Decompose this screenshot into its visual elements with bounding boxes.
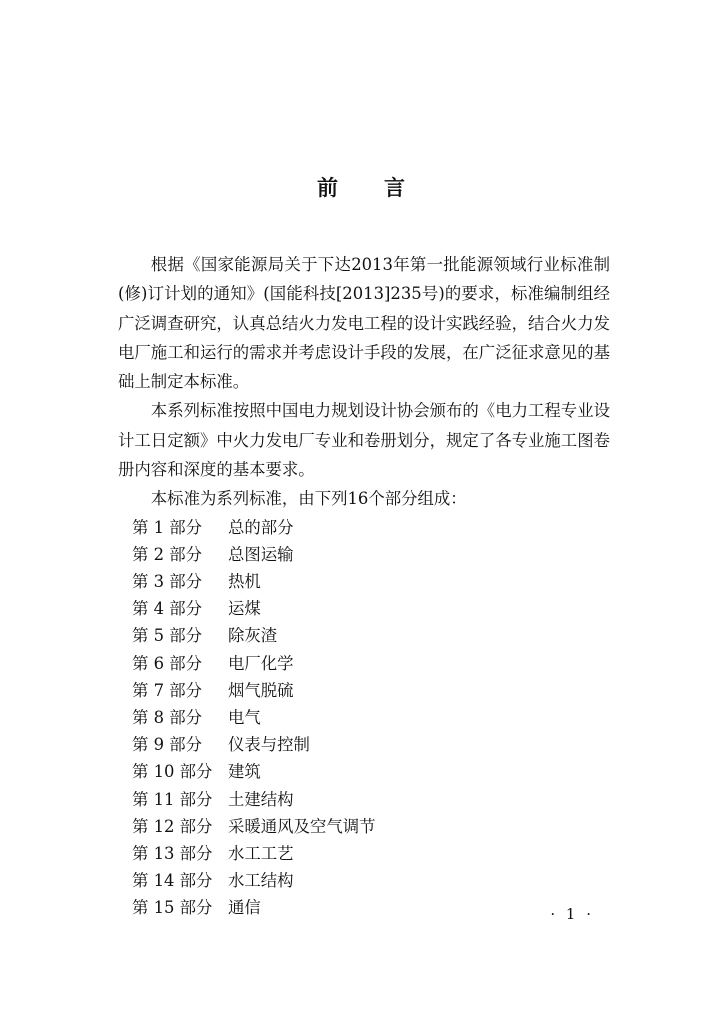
part-number: 第 9 部分 — [132, 735, 203, 755]
list-item — [118, 541, 610, 568]
part-name: 总的部分 — [228, 517, 294, 537]
list-item — [118, 867, 610, 894]
list-item — [118, 595, 610, 622]
list-item — [118, 514, 610, 541]
list-item — [118, 758, 610, 785]
part-name: 电厂化学 — [228, 653, 294, 673]
part-number: 第 4 部分 — [132, 599, 203, 619]
part-name: 通信 — [228, 898, 261, 918]
part-number: 第 1 部分 — [132, 517, 203, 537]
part-name: 水工工艺 — [228, 843, 294, 863]
list-item — [118, 622, 610, 649]
title-char: 前 — [317, 176, 340, 200]
part-number: 第 10 部分 — [132, 762, 213, 782]
paragraph: 本标准为系列标准，由下列16个部分组成： — [150, 489, 467, 509]
list-item — [118, 840, 610, 867]
list-item — [118, 786, 610, 813]
document-body — [118, 250, 610, 921]
part-name: 电气 — [228, 707, 261, 727]
paragraph: 本系列标准按照中国电力规划设计协会颁布的《电力工程专业设计工日定额》中火力发电厂专业和卷册划分，规定了各专业施工图卷册内容和深度的基本要求。 — [118, 401, 610, 480]
part-number: 第 8 部分 — [132, 707, 203, 727]
paragraph: 根据《国家能源局关于下达2013年第一批能源领域行业标准制(修)订计划的通知》(国能科技[2013]235号)的要求，标准编制组经广泛调查研究，认真总结火力发电工程的设计实践经验，结合火力发电厂施工和运行的需求并考虑设计手段的发展，在广泛征求意见的基础上制定本标准。 — [118, 255, 610, 392]
list-item — [118, 813, 610, 840]
part-number: 第 12 部分 — [132, 816, 213, 836]
list-item — [118, 568, 610, 595]
part-name: 热机 — [228, 572, 261, 592]
part-number: 第 15 部分 — [132, 898, 213, 918]
page-title — [0, 172, 724, 202]
part-name: 建筑 — [228, 762, 261, 782]
page-number: · 1 · — [550, 905, 594, 923]
part-number: 第 5 部分 — [132, 626, 203, 646]
part-name: 仪表与控制 — [228, 735, 310, 755]
part-number: 第 6 部分 — [132, 653, 203, 673]
list-item — [118, 650, 610, 677]
part-number: 第 13 部分 — [132, 843, 213, 863]
part-name: 除灰渣 — [228, 626, 278, 646]
part-name: 水工结构 — [228, 871, 294, 891]
part-number: 第 7 部分 — [132, 680, 203, 700]
title-char: 言 — [384, 176, 407, 200]
part-name: 烟气脱硫 — [228, 680, 294, 700]
list-item — [118, 731, 610, 758]
parts-list — [118, 514, 610, 922]
list-item — [118, 894, 610, 921]
part-name: 土建结构 — [228, 789, 294, 809]
part-name: 运煤 — [228, 599, 261, 619]
part-number: 第 2 部分 — [132, 544, 203, 564]
part-name: 总图运输 — [228, 544, 294, 564]
part-name: 采暖通风及空气调节 — [228, 816, 376, 836]
list-item — [118, 704, 610, 731]
part-number: 第 3 部分 — [132, 572, 203, 592]
part-number: 第 11 部分 — [132, 789, 213, 809]
part-number: 第 14 部分 — [132, 871, 213, 891]
list-item — [118, 677, 610, 704]
